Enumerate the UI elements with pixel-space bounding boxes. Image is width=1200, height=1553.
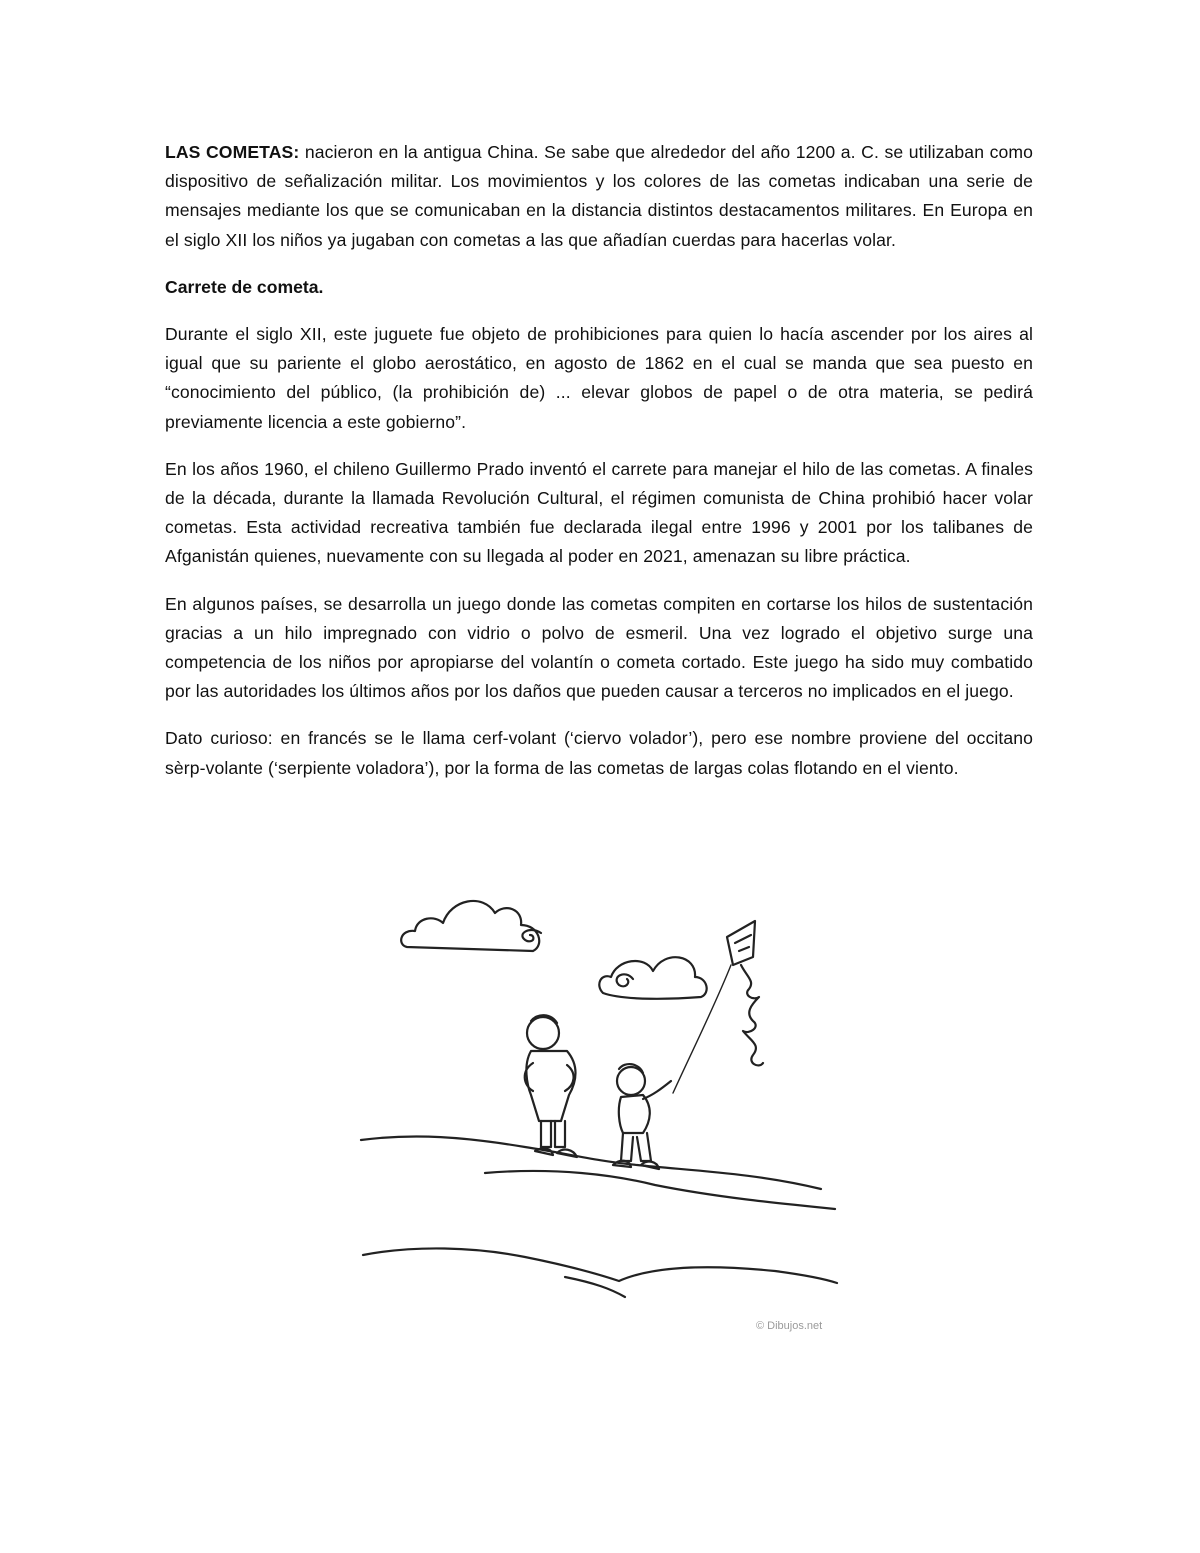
cloud-left — [401, 901, 539, 951]
paragraph-intro — [165, 138, 1033, 255]
kite-string — [673, 965, 731, 1093]
older-child — [525, 1015, 577, 1157]
illustration-credit: © Dibujos.net — [756, 1320, 823, 1332]
paragraph-fun-fact: Dato curioso: en francés se le llama cerf-volant (‘ciervo volador’), pero ese nombre proviene del occitano sèrp-volante (‘serpiente voladora’), por la forma de las cometas de largas colas flotando en el viento. — [165, 728, 1033, 778]
document-body — [165, 138, 1033, 801]
kite-illustration — [355, 885, 845, 1345]
paragraph-kite-fighting: En algunos países, se desarrolla un juego donde las cometas compiten en cortarse los hilos de sustentación gracias a un hilo impregnado con vidrio o polvo de esmeril. Una vez logrado el objetivo surge una competencia de los niños por apropiarse del volantín o cometa cortado. Este juego ha sido muy combatido por las autoridades los últimos años por los daños que pueden causar a terceros no implicados en el juego. — [165, 593, 1033, 702]
hill-background — [363, 1248, 837, 1283]
kite-icon — [727, 921, 755, 965]
paragraph-prohibitions: Durante el siglo XII, este juguete fue objeto de prohibiciones para quien lo hacía ascender por los aires al igual que su pariente el globo aerostático, en agosto de 1862 en el cual se manda que sea puesto en “conocimiento del público, (la prohibición de) ... elevar globos de papel o de otra materia, se pedirá previamente licencia a este gobierno”. — [165, 324, 1033, 432]
cloud-right — [599, 957, 706, 999]
paragraph-reel-invention: En los años 1960, el chileno Guillermo Prado inventó el carrete para manejar el hilo de las cometas. A finales de la década, durante la llamada Revolución Cultural, el régimen comunista de China prohibió hacer volar cometas. Esta actividad recreativa también fue declarada ilegal entre 1996 y 2001 por los talibanes de Afganistán quienes, nuevamente con su llegada al poder en 2021, amenazan su libre práctica. — [165, 458, 1033, 567]
kite-drawing — [355, 885, 845, 1345]
section-heading: Carrete de cometa. — [165, 276, 324, 297]
intro-text: nacieron en la antigua China. Se sabe que alrededor del año 1200 a. C. se utilizaban como dispositivo de señalización militar. Los movimientos y los colores de las cometas indicaban una serie de mensajes mediante los que se comunicaban en la distancia distintos destacamentos militares. En Europa en el siglo XII los niños ya jugaban con cometas a las que añadían cuerdas para hacerlas volar. — [165, 142, 1033, 250]
younger-child — [613, 1064, 671, 1169]
kite-tail — [741, 965, 763, 1065]
intro-lead: LAS COMETAS: — [165, 142, 300, 162]
hill-foreground — [361, 1136, 821, 1189]
